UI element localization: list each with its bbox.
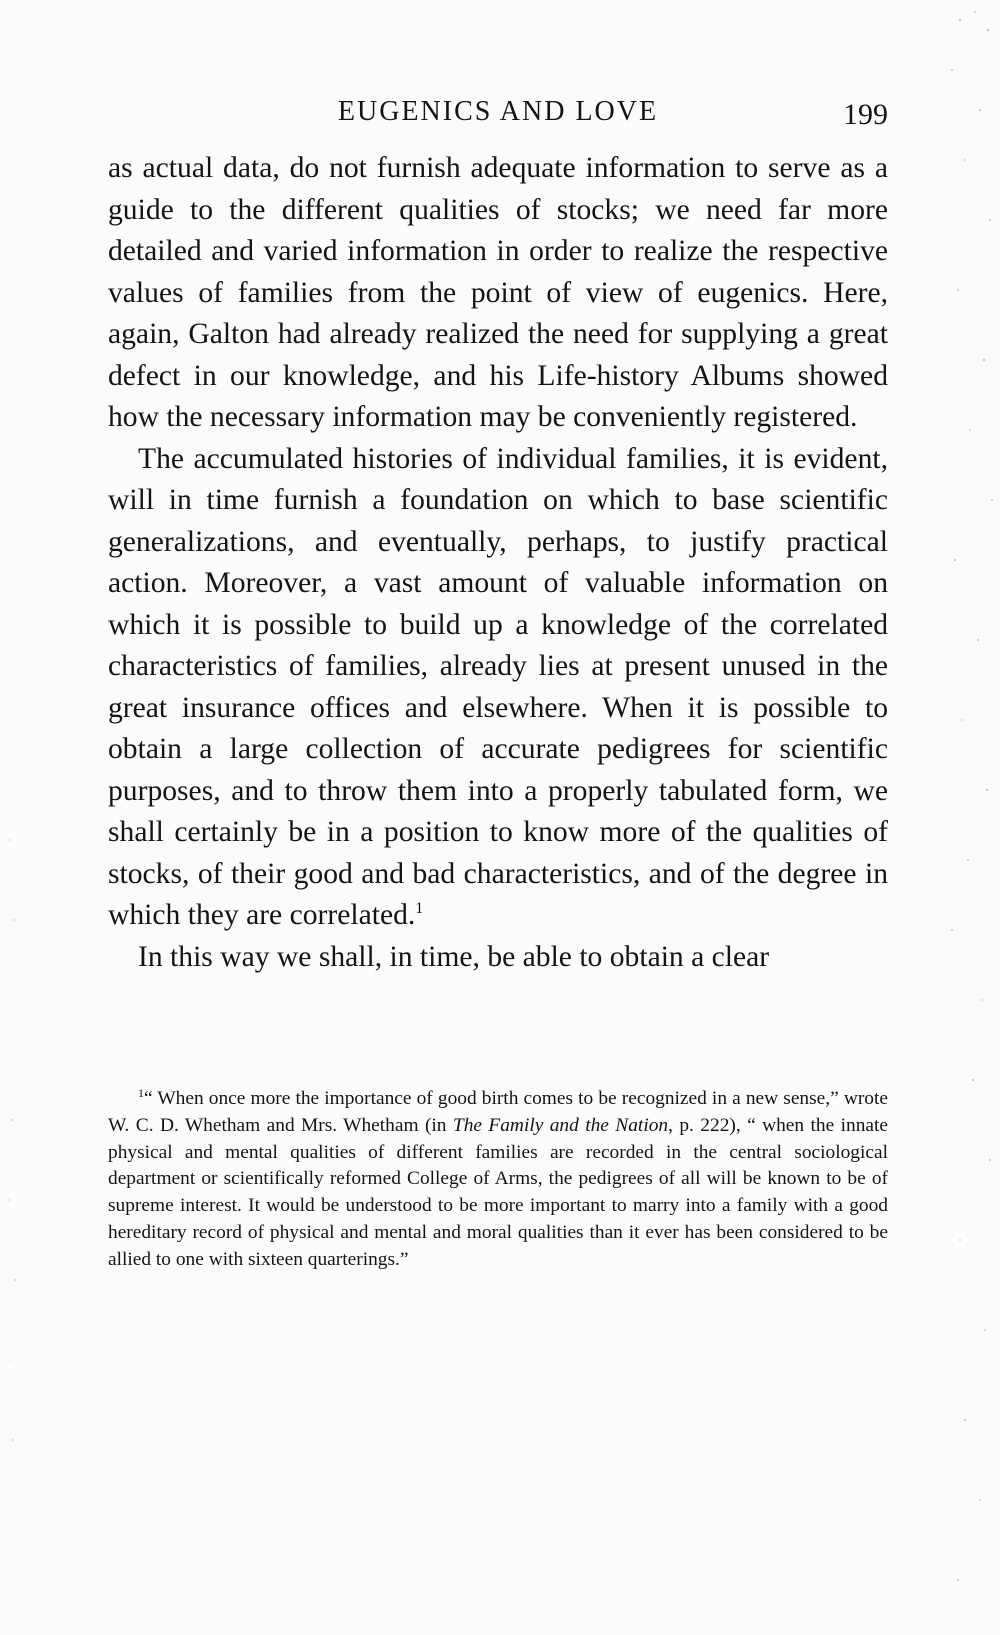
footnote-book-title: The Family and the Nation [452,1114,669,1136]
footnote-text-end: , p. 222), “ when the innate physical and mental qualities of different families are recorded in the central sociological department or scientifically reformed College of Arms, the pedigrees of all will be known to be of supreme interest. It would be understood to be more important to marry into a family with a good hereditary record of physical and mental and moral qualities than it ever has been considered to be allied to one with sixteen quarterings.” [108,1114,888,1270]
scan-speckle-right [940,0,1000,1635]
paragraph-3: In this way we shall, in time, be able to obtain a clear [138,940,770,973]
footnote-reference[interactable]: 1 [415,900,424,917]
footnote-text-start: “ When once more the importance of good birth comes to be recognized in a new sense,” wrote W. C. D. Whetham and Mrs. Whetham (in [108,1088,888,1136]
running-head [108,94,888,138]
paragraph-2 [108,439,888,937]
footnote-marker: 1 [138,1086,144,1100]
paragraph-1: as actual data, do not furnish adequate information to serve as a guide to the different qualities of stocks; we need far more detailed and varied information in order to realize the respective values of families from the point of view of eugenics. Here, again, Galton had already realized the need for supplying a great defect in our knowledge, and his Life-history Albums showed how the necessary information may be conveniently registered. [108,152,888,433]
page-number: 199 [843,98,888,131]
footnote [108,1086,888,1274]
running-title: EUGENICS AND LOVE [337,96,659,127]
main-text [108,148,888,978]
scan-speckle-left [0,0,60,1635]
paragraph-2-text: The accumulated histories of individual families, it is evident, will in time furnish a foundation on which to base scientific generalizations, and eventually, perhaps, to justify practical action. Moreover, a vast amount of valuable information on which it is possible to build up a knowledge of the correlated characteristics of families, already lies at present unused in the great insurance offices and elsewhere. When it is possible to obtain a large collection of accurate pedigrees for scientific purposes, and to throw them into a properly tabulated form, we shall certainly be in a position to know more of the qualities of stocks, of their good and bad characteristics, and of the degree in which they are correlated. [108,442,888,931]
